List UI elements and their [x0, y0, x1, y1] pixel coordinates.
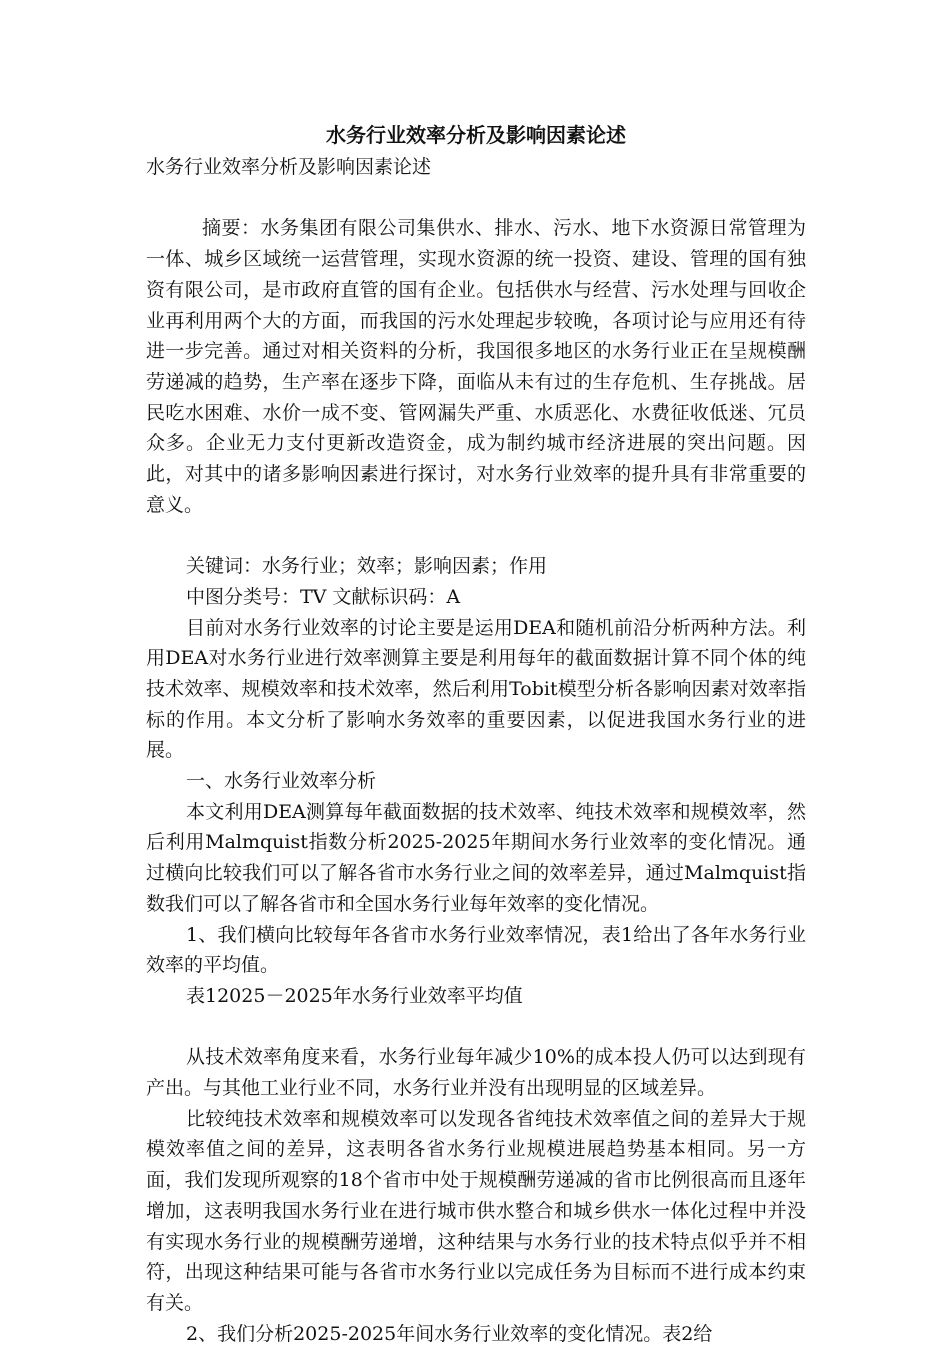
intro-paragraph: 目前对水务行业效率的讨论主要是运用DEA和随机前沿分析两种方法。利用DEA对水务行业进行效率测算主要是利用每年的截面数据计算不同个体的纯技术效率、规模效率和技术效率，然后利用Tobit模型分析各影响因素对效率指标的作用。本文分析了影响水务效率的重要因素，以促进我国水务行业的进展。 — [146, 616, 806, 762]
technical-efficiency-paragraph: 从技术效率角度来看，水务行业每年减少10%的成本投人仍可以达到现有产出。与其他工业行业不同，水务行业并没有出现明显的区域差异。 — [146, 1046, 806, 1100]
spacer — [146, 520, 806, 551]
keywords-line: 关键词：水务行业；效率；影响因素；作用 — [186, 555, 548, 578]
section-heading: 一、水务行业效率分析 — [186, 770, 377, 793]
document-title: 水务行业效率分析及影响因素论述 — [326, 123, 626, 147]
spacer — [146, 183, 806, 214]
abstract-paragraph: 摘要：水务集团有限公司集供水、排水、污水、地下水资源日常管理为一体、城乡区域统一运营管理，实现水资源的统一投资、建设、管理的国有独资有限公司，是市政府直管的国有企业。包括供水与经营、污水处理与回收企业再利用两个大的方面，而我国的污水处理起步较晚，各项讨论与应用还有待进一步完善。通过对相关资料的分析，我国很多地区的水务行业正在呈规模酬劳递减的趋势，生产率在逐步下降，面临从未有过的生存危机、生存挑战。居民吃水困难、水价一成不变、管网漏失严重、水质恶化、水费征收低迷、冗员众多。企业无力支付更新改造资金，成为制约城市经济进展的突出问题。因此，对其中的诸多影响因素进行探讨，对水务行业效率的提升具有非常重要的意义。 — [146, 217, 806, 516]
table-caption: 表12025－2025年水务行业效率平均值 — [186, 984, 523, 1007]
dea-paragraph: 本文利用DEA测算每年截面数据的技术效率、纯技术效率和规模效率，然后利用Malmquist指数分析2025-2025年期间水务行业效率的变化情况。通过横向比较我们可以了解各省市水务行业之间的效率差异，通过Malmquist指数我们可以了解各省市和全国水务行业每年效率的变化情况。 — [146, 800, 806, 915]
classification-line: 中图分类号：TV 文献标识码：A — [186, 585, 461, 608]
item2-paragraph: 2、我们分析2025-2025年间水务行业效率的变化情况。表2给 — [186, 1322, 713, 1345]
document-subtitle: 水务行业效率分析及影响因素论述 — [146, 156, 432, 178]
comparison-paragraph: 比较纯技术效率和规模效率可以发现各省纯技术效率值之间的差异大于规模效率值之间的差异，这表明各省水务行业规模进展趋势基本相同。另一方面，我们发现所观察的18个省市中处于规模酬劳递减的省市比例很高而且逐年增加，这表明我国水务行业在进行城市供水整合和城乡供水一体化过程中并没有实现水务行业的规模酬劳递增，这种结果与水务行业的技术特点似乎并不相符，出现这种结果可能与各省市水务行业以完成任务为目标而不进行成本约束有关。 — [146, 1107, 806, 1314]
spacer — [146, 1012, 806, 1043]
document-page — [146, 118, 806, 1349]
item1-paragraph: 1、我们横向比较每年各省市水务行业效率情况，表1给出了各年水务行业效率的平均值。 — [146, 923, 806, 977]
